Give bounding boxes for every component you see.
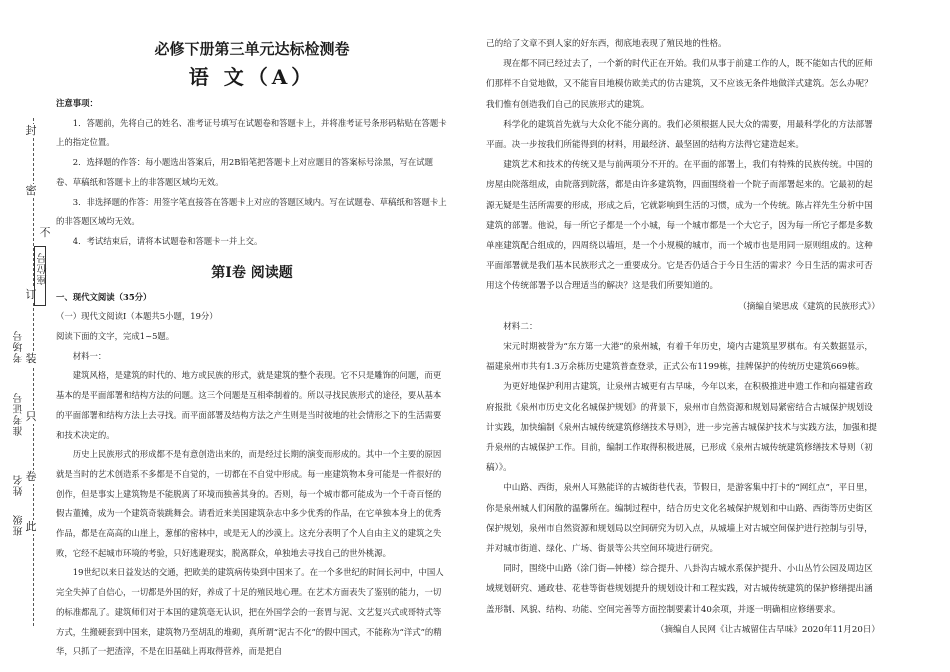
seal-char: 订 [25,288,37,301]
paragraph: 中山路、西街，泉州人耳熟能详的古城街巷代表，节假日，是游客集中打卡的“网红点”，平日里，你是泉州城人们闲散的温馨所在。编制过程中，结合历史文化名城保护规划和中山路、西街等历史街区保护规划，泉州市自然资源和规划局以空间研究为切入点，从城墙上对古城空间保护进行控制与引导，并对城市街道、绿化、广场、街景等公共空间环境进行研究。 [486,483,873,555]
seal-char: 密 [25,184,37,197]
seal-char: 不 [39,226,51,239]
exam-title: 必修下册第三单元达标检测卷 [154,40,350,58]
class-label: 班级 [14,514,25,536]
notes-item: 4．考试结束后，请将本试题卷和答题卡一并上交。 [72,235,263,246]
seal-char: 装 [25,352,37,365]
source-citation: （摘编自梁思成《建筑的民族形式》） [738,301,880,312]
paragraph: 宋元时期被誉为“东方第一大港”的泉州城，有着千年历史，境内古建筑星罗棋布。有关数据显示，福建泉州市共有1.3万余栋历史建筑普查登录，正式公布1199栋，挂牌保护的传统历史建筑669栋。 [486,342,873,373]
paragraph: 建筑艺术和技术的传统又是与前两项分不开的。在平面的部署上，我们有特殊的民族传统。中国的房屋由院落组成，由院落到院落，都是由许多建筑物，四面围绕着一个院子而部署起来的。它最初的起源无疑是生活所需要的形成，形成之后，它就影响到生活的习惯，成为一个传统。陈占祥先生分析中国建筑的部署。他说，每一所它子都是一个小城，每一个城市都是一个大它子，因为每一所它子都是多数单座建筑配合组成的，四周绕以墙垣，是一个小规模的城市，而一个城市也是用同一原则组成的。这种平面部署就是我们基本民族形式之一重要成分。它是否仍适合于今日生活的需求？今日生活的需求可否用这个传统部署予以合理适当的解决？这是我们所要知道的。 [486,160,873,292]
notes-item: 3．非选择题的作答：用签字笔直接答在答题卡上对应的答题区域内。写在试题卷、草稿纸和答题卡上的非答题区域均无效。 [56,196,447,227]
section-title: 第Ⅰ卷 阅读题 [211,264,293,281]
ticket-label: 准考证号 [14,392,25,436]
seal-char: 只 [25,410,37,423]
left-column [56,34,448,662]
seal-char: 此 [25,520,37,533]
seal-char: 卷 [25,470,37,483]
binding-margin [0,0,51,672]
paragraph: 同时，围绕中山路（涂门街—钟楼）综合提升、八卦沟古城水系保护提升、小山丛竹公园及周边区域规划研究、通政巷、花巷等街巷规划提升的规划设计和工程实践，对古城传统建筑的保护修缮提出涵盖形制、风貌、结构、功能、空间完善等方面控制要素计40余项，并逐一明确相应修缮要求。 [486,564,873,615]
material-label: 材料一： [72,350,107,361]
notes-item: 2．选择题的作答：每小题选出答案后，用2B铅笔把答题卡上对应题目的答案标号涂黑，写在试题卷、草稿纸和答题卡上的非答题区域均无效。 [56,157,433,187]
part-heading: 一、现代文阅读（35分） [56,291,152,302]
paragraph: 建筑风格，是建筑的时代的、地方或民族的形式，就是建筑的整个表现。它不只是雕饰的问题，而更基本的是平面部署和结构方法的问题。这三个问题是互相牵制着的。所以寻找民族形式的途径，要从基本的平面部署和结构方法上去寻找。而平面部署及结构方法之产生则是当时彼地的社会情形之下的生活需要和技术决定的。 [56,370,442,440]
right-column [486,34,880,640]
paragraph: 己的给了文章不到人家的好东西，彻底地表现了殖民地的性格。 [486,39,727,49]
instruction: 阅读下面的文字，完成1~5题。 [56,331,175,342]
seal-char: 封 [25,124,37,137]
paragraph: 科学化的建筑首先就与大众化不能分离的。我们必须根据人民大众的需要，用最科学化的方法部署平面。决一步按我们所能得到的材料，用最经济、最坚固的结构方法得它建造起来。 [486,119,873,151]
source-citation: （摘编自人民网《让古城留住古早味》2020年11月20日） [655,624,880,635]
paragraph: 历史上民族形式的形成都不是有意创造出来的，而是经过长期的演变而形成的。其中一个主要的原因就是当时的艺术创造系不多都是不自觉的，一切都在不自觉中形成。每一座建筑物本身可能是一件很好的创作，但是事实上建筑物是不能脱离了环境而独善其身的。否则，每一个城市都可能成为一个千奇百怪的假古董摊，成为一个建筑奇装跳舞会。请看近来美国建筑杂志中多少优秀的作品，在它单独本身上的优秀作品，都是在高高的山崖上，葱郁的密林中，或是无人的沙漠上。这充分表明了个人自由主义的建筑之失败，它经不起城市环境的考验，只好逃避现实，脱离群众，单独地去寻找自己的世外桃源。 [56,449,442,558]
seat-label: 座位号 [38,252,49,285]
sub-heading: （一）现代文阅读Ⅰ（本题共5小题，19分） [56,311,218,322]
notes-item: 1．答题前，先将自己的姓名、准考证号填写在试题卷和答题卡上，并将准考证号条形码粘贴在答题卡上的指定位置。 [56,117,447,148]
exam-label: 考场号 [14,330,25,363]
exam-subtitle: 语 文（A） [188,65,316,89]
paragraph: 现在都不同已经过去了，一个新的时代正在开始。我们从事于前建工作的人，既不能如古代的匠师们那样不自觉地做，又不能盲目地模仿欧美式的仿古建筑，又不应该无条件地做洋式建筑。怎么办呢？我们惟有创造我们自己的民族形式的建筑。 [486,59,873,110]
notes-heading: 注意事项： [56,98,98,108]
paragraph: 19世纪以来日益发达的交通，把欧美的建筑病传染到中国来了。在一个多世纪的时间长河中，中国人完全失掉了自信心，一切都是外国的好，养成了十足的殖民地心理。在艺术方面表失了鉴别的能力，一切的标准都乱了。建筑师们对于本国的建筑毫无认识，把在外国学会的一套胃与泥、文艺复兴式或哥特式等方式，生搬硬套到中国来，建筑物乃至胡乱的堆砌，真所谓“泥古不化”的假中国式，不能称为“洋式”的精华，只抓了一把渣滓，不是在旧基础上再取得营养，而是把自 [56,567,444,657]
material-label: 材料二： [503,321,538,332]
name-label: 姓名 [14,474,25,496]
paragraph: 为更好地保护利用古建筑，让泉州古城更有古早味，今年以来，在积极推进申遗工作和向福建省政府报批《泉州市历史文化名城保护规划》的背景下，泉州市自然资源和规划局紧密结合古城保护规划设计实践，加快编制《泉州古城传统建筑修缮技术导则》，进一步完善古城保护技术与实践方法，加强和提升泉州的古城保护工作。目前，编制工作取得积极进展，已形成《泉州古城传统建筑修缮技术导则（初稿）》。 [486,382,878,474]
